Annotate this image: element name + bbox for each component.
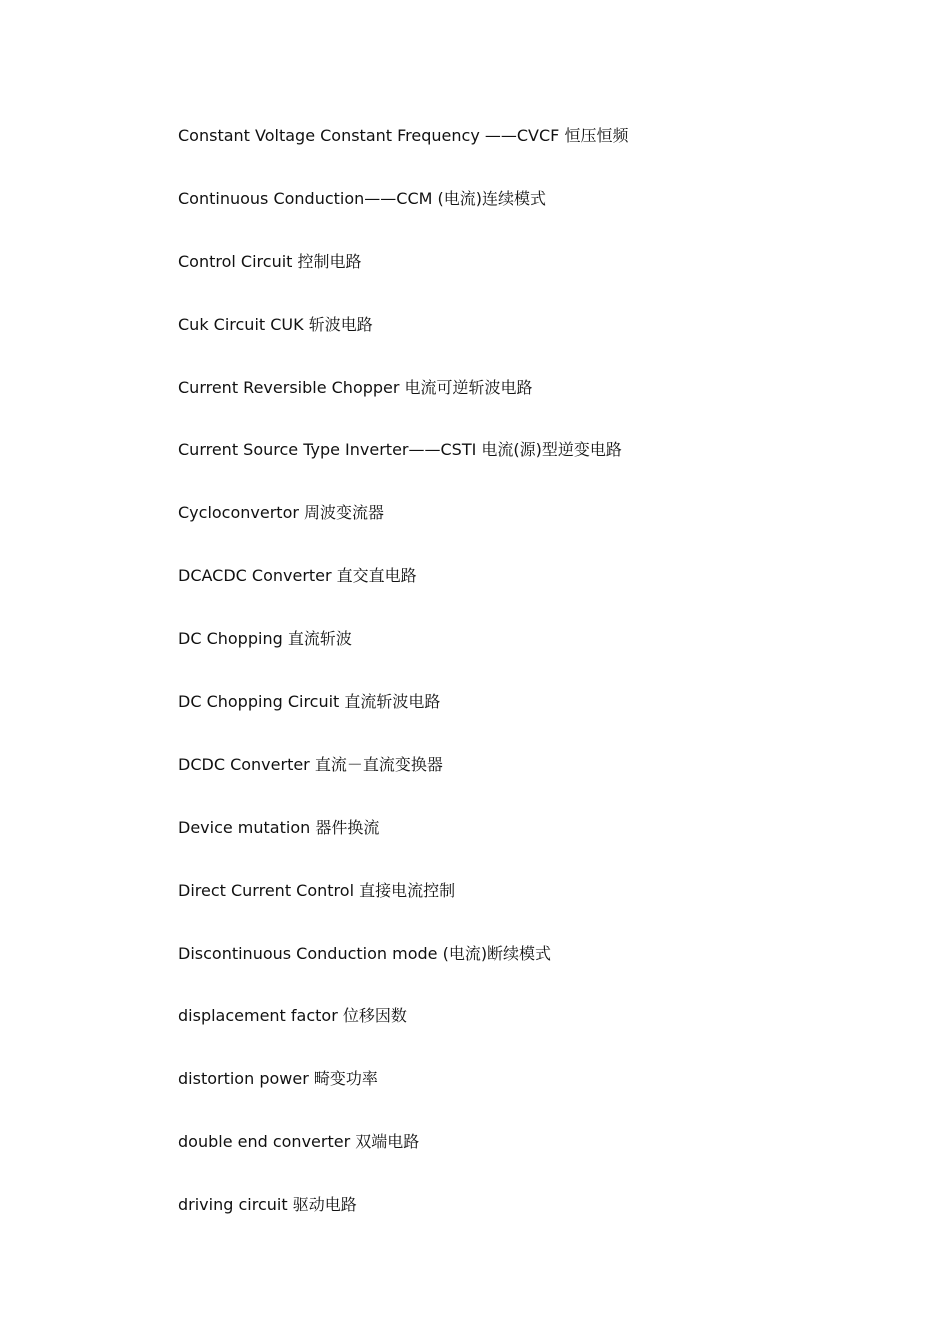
glossary-entry: Current Source Type Inverter——CSTI 电流(源)型逆变电路 [178,440,622,460]
glossary-entry: Current Reversible Chopper 电流可逆斩波电路 [178,377,533,397]
glossary-list [178,124,878,1256]
glossary-entry: Control Circuit 控制电路 [178,251,362,271]
glossary-entry: double end converter 双端电路 [178,1132,420,1152]
glossary-entry: Device mutation 器件换流 [178,817,380,837]
glossary-entry: Direct Current Control 直接电流控制 [178,880,456,900]
glossary-entry: displacement factor 位移因数 [178,1006,407,1026]
glossary-entry: DCDC Converter 直流－直流变换器 [178,754,443,774]
glossary-entry: DCACDC Converter 直交直电路 [178,566,417,586]
glossary-entry: Cuk Circuit CUK 斩波电路 [178,314,373,334]
glossary-entry: Cycloconvertor 周波变流器 [178,503,385,523]
glossary-entry: distortion power 畸变功率 [178,1069,378,1089]
glossary-entry: DC Chopping Circuit 直流斩波电路 [178,692,441,712]
glossary-entry: driving circuit 驱动电路 [178,1195,357,1215]
glossary-entry: Discontinuous Conduction mode (电流)断续模式 [178,943,552,963]
glossary-entry: Continuous Conduction——CCM (电流)连续模式 [178,188,547,208]
glossary-entry: Constant Voltage Constant Frequency ——CVCF 恒压恒频 [178,126,629,145]
glossary-entry: DC Chopping 直流斩波 [178,629,352,649]
